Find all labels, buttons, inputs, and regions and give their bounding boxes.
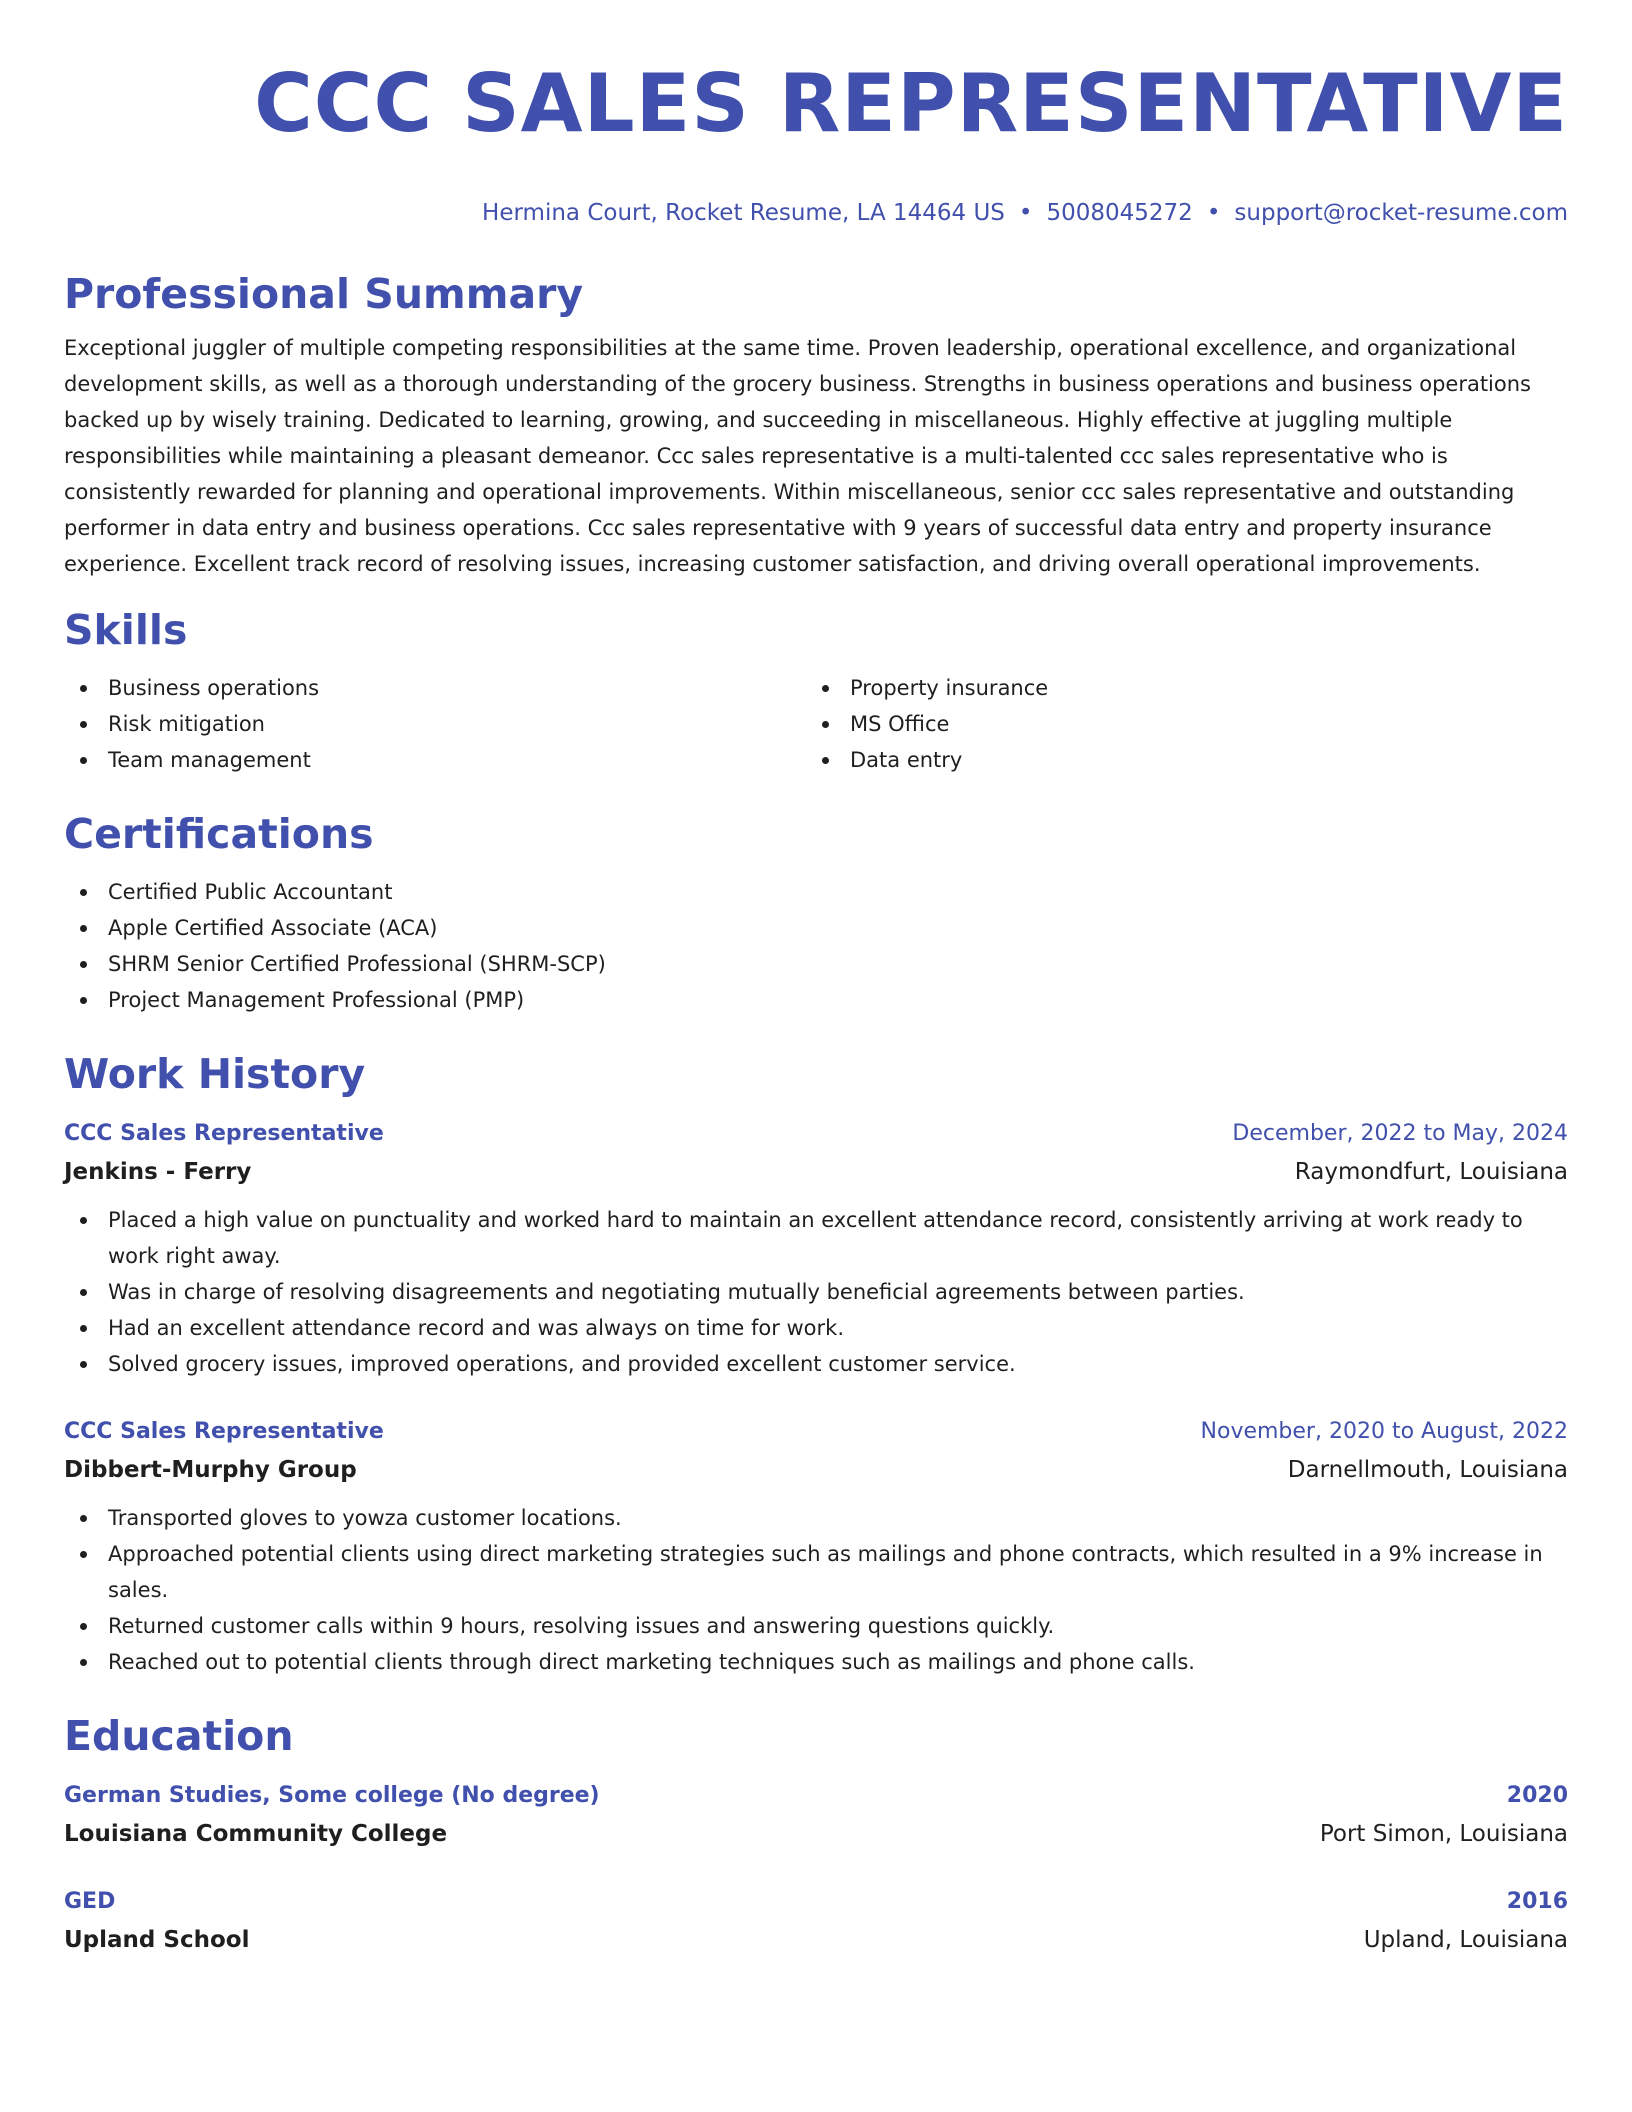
job-location: Darnellmouth, Louisiana — [1287, 1457, 1568, 1483]
contact-separator: • — [1206, 200, 1221, 226]
education-entry-header — [64, 1780, 1568, 1812]
skills-grid — [64, 670, 1568, 778]
certification-item: Apple Certified Associate (ACA) — [64, 910, 1568, 946]
education-entry-subheader — [64, 1922, 1568, 1958]
certifications-heading: Certifications — [64, 810, 374, 858]
job-bullet: Was in charge of resolving disagreements and negotiating mutually beneficial agreements between parties. — [64, 1274, 1568, 1310]
job-bullet: Transported gloves to yowza customer locations. — [64, 1500, 1568, 1536]
education-location: Upland, Louisiana — [1363, 1927, 1568, 1953]
job-bullet: Placed a high value on punctuality and worked hard to maintain an excellent attendance record, consistently arriving at work ready to work right away. — [64, 1202, 1568, 1274]
work-entry-header — [64, 1118, 1568, 1150]
job-company: Jenkins - Ferry — [64, 1159, 252, 1185]
contact-line — [64, 198, 1568, 228]
contact-email: support@rocket-resume.com — [1234, 200, 1568, 226]
job-bullet: Reached out to potential clients through direct marketing techniques such as mailings and phone calls. — [64, 1644, 1568, 1680]
education-entry-header — [64, 1886, 1568, 1918]
work-entry — [64, 1118, 1568, 1382]
education-year: 2020 — [1506, 1783, 1568, 1808]
skill-item: Risk mitigation — [64, 706, 806, 742]
work-entry-subheader — [64, 1154, 1568, 1190]
skill-item: Business operations — [64, 670, 806, 706]
job-bullets — [64, 1202, 1568, 1382]
skill-item: Team management — [64, 742, 806, 778]
skills-column-left — [64, 670, 806, 778]
job-dates: November, 2020 to August, 2022 — [1200, 1419, 1568, 1444]
certification-item: Certified Public Accountant — [64, 874, 1568, 910]
job-bullet: Approached potential clients using direct marketing strategies such as mailings and phone contracts, which resulted in a 9% increase in sales. — [64, 1536, 1568, 1608]
education-entry — [64, 1886, 1568, 1958]
education-heading: Education — [64, 1712, 294, 1760]
job-title: CCC Sales Representative — [64, 1419, 384, 1444]
skill-item: Property insurance — [806, 670, 1548, 706]
education-degree: German Studies, Some college (No degree) — [64, 1783, 600, 1808]
candidate-name: CCC SALES REPRESENTATIVE — [254, 57, 1568, 150]
work-history-heading: Work History — [64, 1050, 366, 1098]
education-entry-subheader — [64, 1816, 1568, 1852]
skill-item: Data entry — [806, 742, 1548, 778]
job-bullet: Solved grocery issues, improved operations, and provided excellent customer service. — [64, 1346, 1568, 1382]
education-degree: GED — [64, 1889, 116, 1914]
certifications-list — [64, 874, 1568, 1018]
resume-page — [64, 0, 1568, 1958]
contact-separator: • — [1018, 200, 1033, 226]
job-location: Raymondfurt, Louisiana — [1294, 1159, 1568, 1185]
education-year: 2016 — [1506, 1889, 1568, 1914]
certification-item: SHRM Senior Certified Professional (SHRM-SCP) — [64, 946, 1568, 982]
job-title: CCC Sales Representative — [64, 1121, 384, 1146]
summary-heading: Professional Summary — [64, 270, 584, 318]
summary-text: Exceptional juggler of multiple competing responsibilities at the same time. Proven leadership, operational excellence, and organizational development skills, as well as a thorough understanding of the grocery business. Strengths in business operations and business operations backed up by wisely training. Dedicated to learning, growing, and succeeding in miscellaneous. Highly effective at juggling multiple responsibilities while maintaining a pleasant demeanor. Ccc sales representative is a multi-talented ccc sales representative who is consistently rewarded for planning and operational improvements. Within miscellaneous, senior ccc sales representative and outstanding performer in data entry and business operations. Ccc sales representative with 9 years of successful data entry and property insurance experience. Excellent track record of resolving issues, increasing customer satisfaction, and driving overall operational improvements. — [64, 336, 1531, 576]
skills-column-right — [806, 670, 1548, 778]
skills-heading: Skills — [64, 606, 188, 654]
job-bullets — [64, 1500, 1568, 1680]
work-entry-header — [64, 1416, 1568, 1448]
job-bullet: Had an excellent attendance record and was always on time for work. — [64, 1310, 1568, 1346]
contact-phone: 5008045272 — [1046, 200, 1193, 226]
education-entry — [64, 1780, 1568, 1852]
job-company: Dibbert-Murphy Group — [64, 1457, 357, 1483]
work-entry-subheader — [64, 1452, 1568, 1488]
job-bullet: Returned customer calls within 9 hours, resolving issues and answering questions quickly. — [64, 1608, 1568, 1644]
work-entry — [64, 1416, 1568, 1680]
certification-item: Project Management Professional (PMP) — [64, 982, 1568, 1018]
contact-address: Hermina Court, Rocket Resume, LA 14464 US — [482, 200, 1005, 226]
job-dates: December, 2022 to May, 2024 — [1232, 1121, 1568, 1146]
education-location: Port Simon, Louisiana — [1319, 1821, 1568, 1847]
skill-item: MS Office — [806, 706, 1548, 742]
education-school: Louisiana Community College — [64, 1821, 448, 1847]
education-school: Upland School — [64, 1927, 250, 1953]
